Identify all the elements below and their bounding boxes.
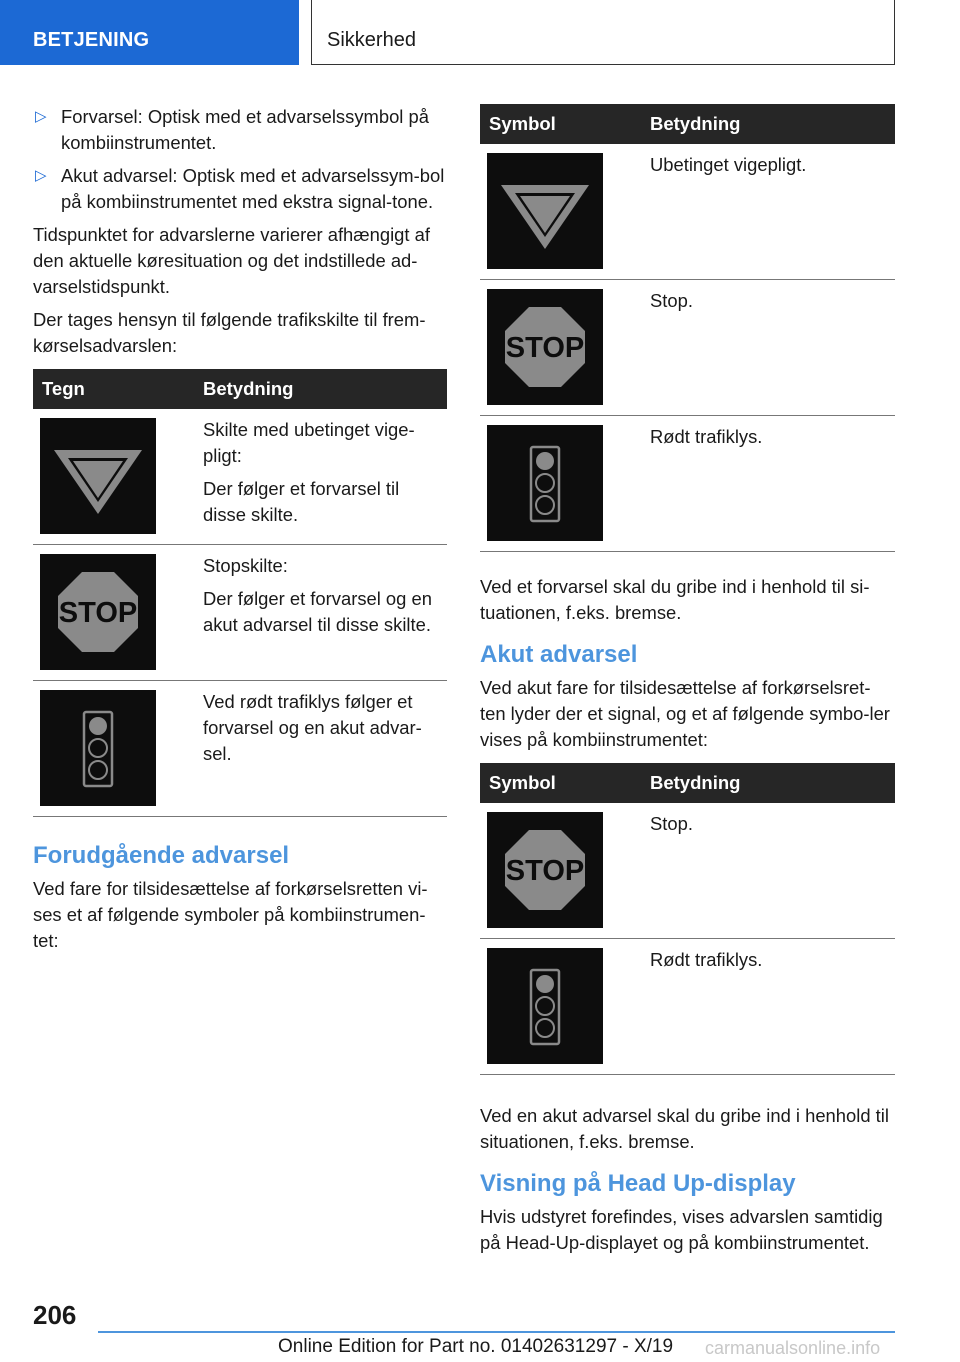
paragraph: Ved en akut advarsel skal du gribe ind i henhold til situationen, f.eks. bremse.	[480, 1105, 889, 1152]
paragraph: Hvis udstyret forefindes, vises advarslen samtidig på Head-Up-displayet og på kombiinstrumentet.	[480, 1206, 883, 1253]
section-heading: Akut advarsel	[480, 641, 638, 668]
paragraph: Der tages hensyn til følgende trafikskilte til frem-kørselsadvarslen:	[33, 309, 426, 356]
acute-warning-symbol-table	[480, 763, 895, 1075]
stop-sign-icon	[40, 554, 156, 670]
traffic-sign-table	[33, 369, 447, 817]
bullet-item: ▷ Akut advarsel: Optisk med et advarselssym-bol på kombiinstrumentet med ekstra signal-tone.	[35, 165, 445, 212]
table-row: Ved rødt trafiklys følger et forvarsel og en akut advar-sel.	[33, 681, 447, 817]
table-row: Stopskilte: Der følger et forvarsel og en akut advarsel til disse skilte.	[33, 545, 447, 681]
chapter-title: Sikkerhed	[327, 29, 416, 51]
table-row: Rødt trafiklys.	[480, 416, 895, 552]
traffic-light-icon	[487, 425, 603, 541]
traffic-light-icon	[487, 948, 603, 1064]
table-row: Rødt trafiklys.	[480, 939, 895, 1075]
stop-sign-icon	[487, 812, 603, 928]
traffic-light-icon	[40, 690, 156, 806]
footer-divider	[98, 1331, 895, 1333]
bullet-item: ▷ Forvarsel: Optisk med et advarselssymbol på kombiinstrumentet.	[35, 106, 429, 153]
chapter-tab	[311, 0, 895, 65]
paragraph: Ved et forvarsel skal du gribe ind i henhold til si-tuationen, f.eks. bremse.	[480, 576, 870, 623]
table-row: Stop.	[480, 803, 895, 939]
paragraph: Ved akut fare for tilsidesættelse af forkørselsret-ten lyder der et signal, og et af følgende symbo-ler vises på kombiinstrumentet:	[480, 677, 890, 750]
edition-note: Online Edition for Part no. 01402631297 - X/19	[278, 1336, 674, 1357]
triangle-bullet-icon: ▷	[35, 108, 47, 125]
right-column	[480, 104, 895, 1263]
forewarning-symbol-table	[480, 104, 895, 552]
section-tab	[0, 0, 299, 65]
paragraph: Ved fare for tilsidesættelse af forkørselsretten vi-ses et af følgende symboler på kombiinstrumen-tet:	[33, 878, 428, 951]
section-title: BETJENING	[33, 29, 150, 51]
table-header-meaning: Betydning	[647, 763, 895, 803]
page-number: 206	[33, 1300, 77, 1330]
yield-sign-icon	[40, 418, 156, 534]
table-header-sign: Tegn	[33, 369, 200, 409]
table-row: Stop.	[480, 280, 895, 416]
table-header-meaning: Betydning	[647, 104, 895, 144]
triangle-bullet-icon: ▷	[35, 167, 47, 184]
paragraph: Tidspunktet for advarslerne varierer afhængigt af den aktuelle køresituation og det indstillede ad-varselstidspunkt.	[33, 224, 430, 297]
table-header-meaning: Betydning	[200, 369, 447, 409]
yield-sign-icon	[487, 153, 603, 269]
stop-sign-icon	[487, 289, 603, 405]
table-row: Skilte med ubetinget vige-pligt: Der følger et forvarsel til disse skilte.	[33, 409, 447, 545]
table-row: Ubetinget vigepligt.	[480, 144, 895, 280]
section-heading: Forudgående advarsel	[33, 842, 290, 869]
table-header-symbol: Symbol	[480, 104, 647, 144]
table-header-symbol: Symbol	[480, 763, 647, 803]
left-column	[33, 104, 447, 961]
watermark: carmanualsonline.info	[705, 1338, 881, 1358]
section-heading: Visning på Head Up-display	[480, 1170, 796, 1197]
